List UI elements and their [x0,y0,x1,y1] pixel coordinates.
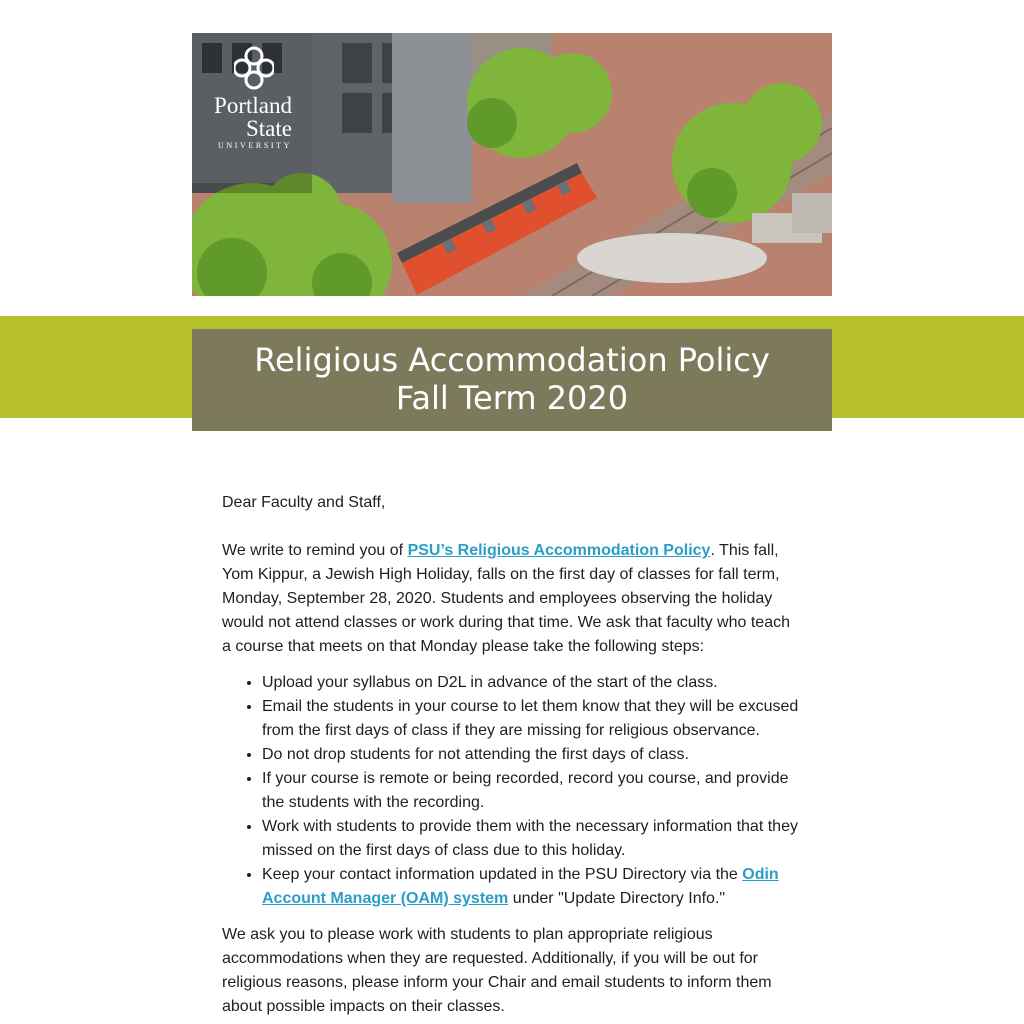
oam-link[interactable]: Odin Account Manager (OAM) system [262,866,779,907]
logo-line-state: State [246,116,292,141]
email-body [222,491,802,1019]
closing-paragraph: We ask you to please work with students to plan appropriate religious accommodations when they are requested. Additionally, if you will be out for religious reasons, please inform your Chair and email students to inform them about possible impacts on their classes. [222,926,772,1015]
list-item: • If your course is remote or being recorded, record you course, and provide the students with the recording. [262,767,802,815]
title-banner [192,329,832,431]
list-item: • Upload your syllabus on D2L in advance of the start of the class. [262,671,802,695]
intro-text-after-link: . This fall, Yom Kippur, a Jewish High Holiday, falls on the first day of classes for fall term, Monday, September 28, 2020. Students and employees observing the holiday would not attend classes or work during that time. We ask that faculty who teach a course that meets on that Monday please take the following steps: [222,542,790,655]
step-text-after-link: under "Update Directory Info." [508,890,726,907]
intro-paragraph [222,539,802,659]
list-item: • Do not drop students for not attending the first days of class. [262,743,802,767]
psu-logo-mark-icon [234,46,274,90]
step-text-before-link: Keep your contact information updated in the PSU Directory via the [262,866,743,883]
steps-list [222,671,802,911]
title-line-1: Religious Accommodation Policy [254,341,770,379]
list-item: • Email the students in your course to let them know that they will be excused from the first days of class if they are missing for religious observance. [262,695,802,743]
title-line-2: Fall Term 2020 [395,379,629,417]
greeting: Dear Faculty and Staff, [222,494,386,511]
list-item: • Work with students to provide them with the necessary information that they missed on the first days of class due to this holiday. [262,815,802,863]
intro-text-before-link: We write to remind you of [222,542,408,559]
psu-logo [204,46,304,156]
logo-line-portland: Portland [214,93,292,118]
list-item [262,863,802,911]
logo-line-university: UNIVERSITY [218,141,292,150]
policy-link[interactable]: PSU’s Religious Accommodation Policy [407,542,711,559]
